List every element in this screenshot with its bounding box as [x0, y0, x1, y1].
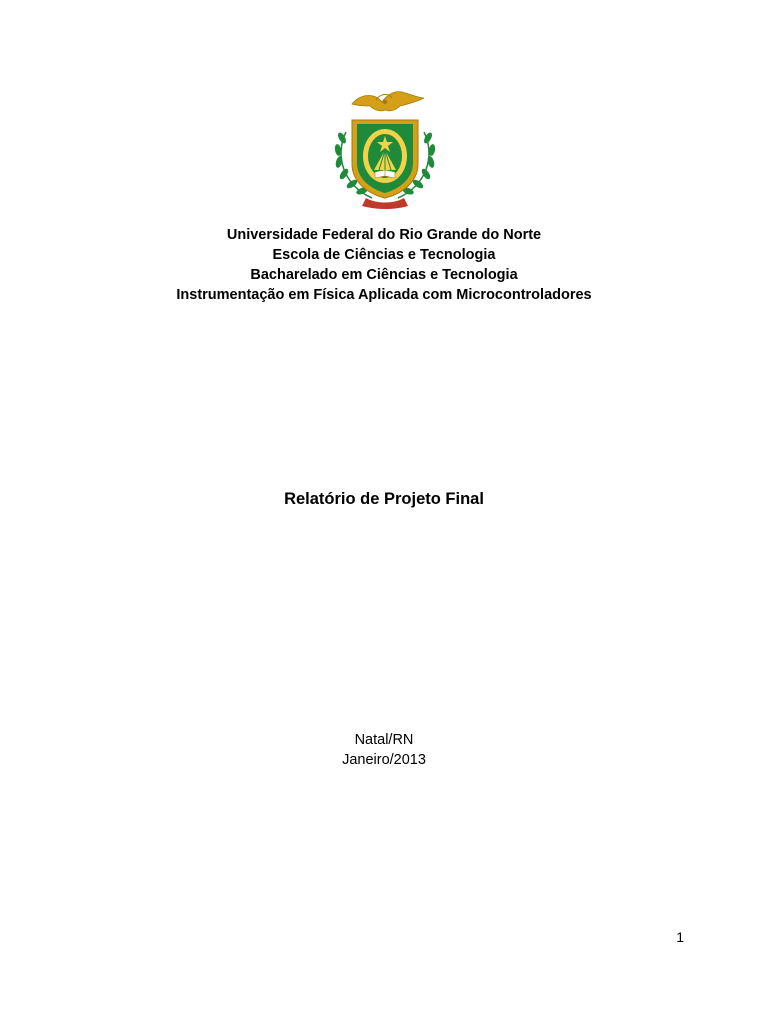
- ribbon-icon: [362, 198, 408, 209]
- location: Natal/RN: [354, 732, 414, 748]
- document-title: Relatório de Projeto Final: [284, 490, 484, 508]
- program-name: Bacharelado em Ciências e Tecnologia: [250, 267, 518, 283]
- course-name: Instrumentação em Física Aplicada com Microcontroladores: [176, 287, 592, 303]
- institution-header: [0, 225, 768, 305]
- eagle-icon: [352, 92, 424, 111]
- university-name: Universidade Federal do Rio Grande do Norte: [226, 227, 542, 243]
- page-number: 1: [676, 929, 684, 945]
- university-coat-of-arms-icon: [330, 86, 440, 210]
- school-name: Escola de Ciências e Tecnologia: [272, 247, 496, 263]
- date: Janeiro/2013: [342, 752, 426, 768]
- location-date-block: [0, 730, 768, 770]
- shield-icon: [352, 120, 418, 198]
